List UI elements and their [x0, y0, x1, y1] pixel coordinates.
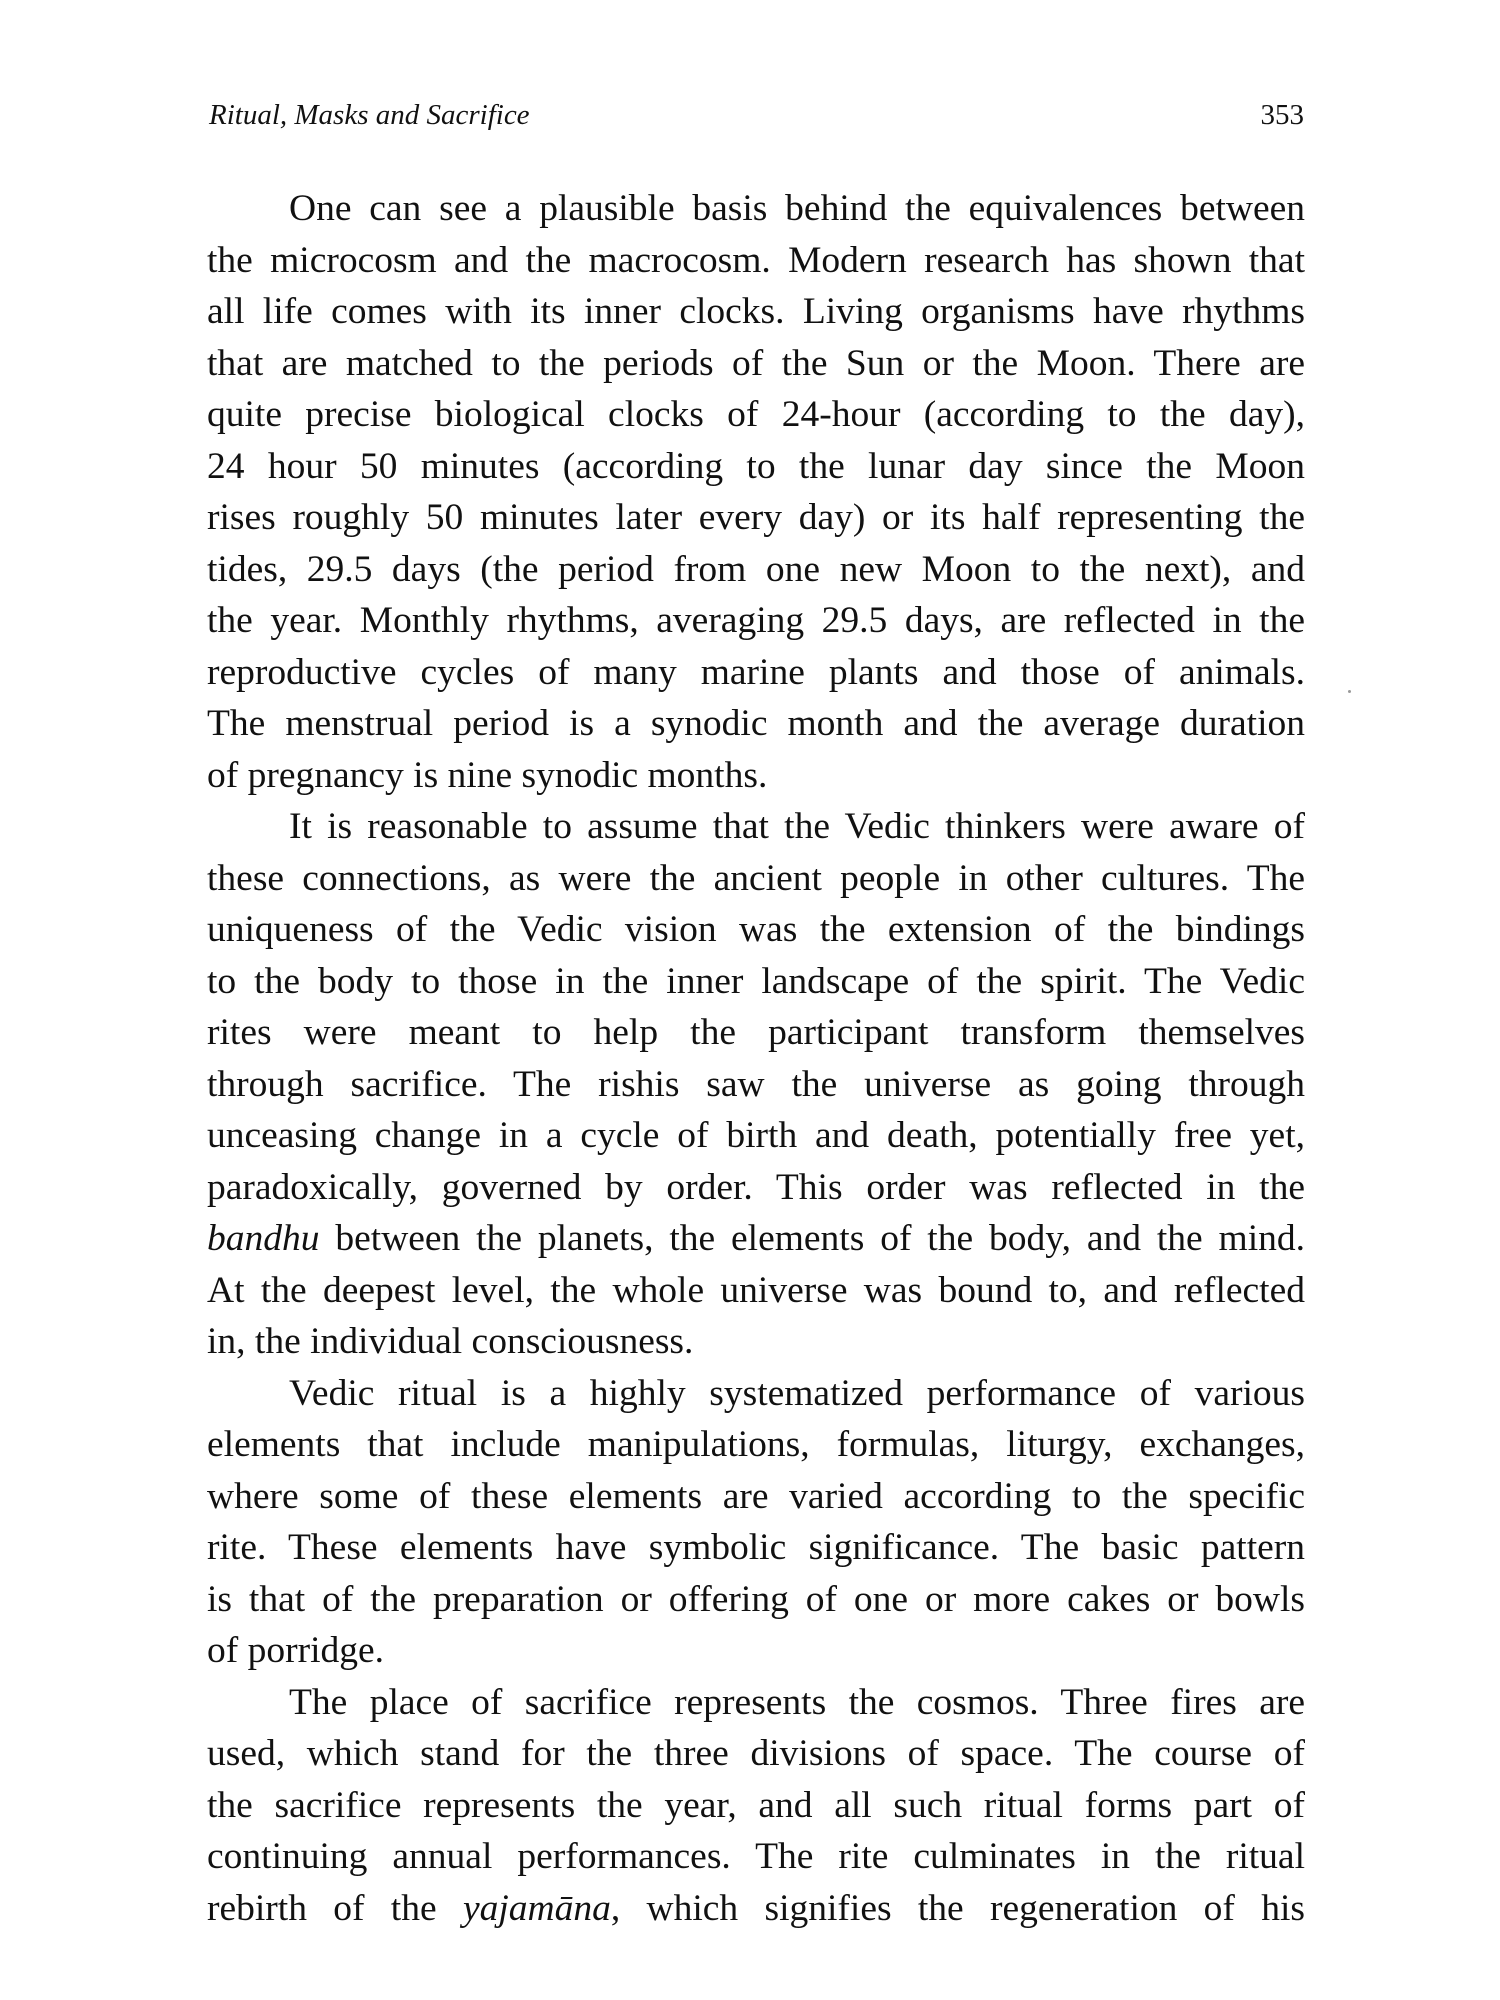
- text-line: through sacrifice. The rishis saw the universe as going through: [207, 1063, 1305, 1105]
- scan-speck: [1348, 690, 1351, 693]
- text-line: quite precise biological clocks of 24-hour (according to the day),: [207, 394, 1305, 435]
- running-head: [209, 95, 1304, 135]
- text-line: It is reasonable to assume that the Vedic thinkers were aware of: [289, 806, 1305, 847]
- text-line: all life comes with its inner clocks. Living organisms have rhythms: [207, 291, 1305, 332]
- text-line: paradoxically, governed by order. This order was reflected in the: [207, 1166, 1305, 1208]
- text-line: unceasing change in a cycle of birth and death, potentially free yet,: [207, 1115, 1305, 1156]
- text-line: elements that include manipulations, formulas, liturgy, exchanges,: [207, 1424, 1305, 1465]
- text-line: in, the individual consciousness.: [207, 1321, 694, 1362]
- italic-term-bandhu: bandhu: [207, 1218, 320, 1259]
- text-line: The menstrual period is a synodic month and the average duration: [207, 703, 1305, 744]
- text-line: At the deepest level, the whole universe was bound to, and reflected: [207, 1269, 1305, 1311]
- text-line: Vedic ritual is a highly systematized performance of various: [289, 1372, 1305, 1414]
- text-line-bandhu: [207, 1213, 1305, 1265]
- text-line: One can see a plausible basis behind the equivalences between: [289, 188, 1305, 229]
- text-line: the microcosm and the macrocosm. Modern research has shown that: [207, 239, 1305, 281]
- text-line: reproductive cycles of many marine plants and those of animals.: [207, 651, 1305, 693]
- text-line: rite. These elements have symbolic significance. The basic pattern: [207, 1527, 1305, 1568]
- text-line-yajamana: [207, 1883, 1305, 1935]
- text-fragment: , which signifies the regeneration of his: [610, 1887, 1305, 1929]
- text-line: that are matched to the periods of the Sun or the Moon. There are: [207, 342, 1305, 384]
- text-line: to the body to those in the inner landscape of the spirit. The Vedic: [207, 960, 1305, 1002]
- text-line: is that of the preparation or offering of one or more cakes or bowls: [207, 1578, 1305, 1620]
- text-line: 24 hour 50 minutes (according to the lunar day since the Moon: [207, 445, 1305, 487]
- text-line: of porridge.: [207, 1630, 385, 1671]
- text-line: the sacrifice represents the year, and all such ritual forms part of: [207, 1784, 1305, 1826]
- text-line: rites were meant to help the participant transform themselves: [207, 1012, 1305, 1053]
- text-line: used, which stand for the three divisions of space. The course of: [207, 1733, 1305, 1774]
- text-line: rises roughly 50 minutes later every day) or its half representing the: [207, 497, 1305, 538]
- text-line: continuing annual performances. The rite culminates in the ritual: [207, 1836, 1305, 1877]
- text-line: these connections, as were the ancient people in other cultures. The: [207, 857, 1305, 899]
- italic-term-yajamana: yajamāna: [462, 1887, 611, 1929]
- text-line: where some of these elements are varied according to the specific: [207, 1475, 1305, 1517]
- running-title: Ritual, Masks and Sacrifice: [209, 99, 530, 131]
- text-line: uniqueness of the Vedic vision was the extension of the bindings: [207, 909, 1305, 950]
- body-text: [207, 183, 1305, 1934]
- text-line: tides, 29.5 days (the period from one new Moon to the next), and: [207, 548, 1305, 590]
- text-line: of pregnancy is nine synodic months.: [207, 754, 768, 796]
- text-fragment: between the planets, the elements of the body, and the mind.: [319, 1218, 1305, 1259]
- page-number: 353: [1260, 99, 1304, 131]
- text-fragment: rebirth of the: [207, 1887, 463, 1929]
- text-line: the year. Monthly rhythms, averaging 29.5 days, are reflected in the: [207, 600, 1305, 641]
- text-line: The place of sacrifice represents the cosmos. Three fires are: [289, 1681, 1305, 1723]
